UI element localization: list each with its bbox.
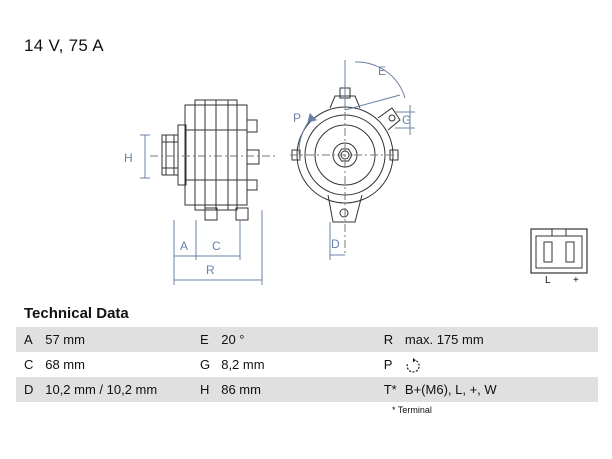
table-row [16,377,598,402]
label-a: A [180,239,189,253]
table-row [16,352,598,377]
spec-key: H [199,382,210,397]
spec-key: P [383,357,393,372]
label-g: G [402,113,412,127]
terminal-footnote: * Terminal [392,405,432,415]
spec-value: 8,2 mm [221,357,265,372]
connector-plug-icon [530,228,588,274]
spec-key: R [383,332,394,347]
connector-label-l: L [545,275,551,286]
label-c: C [212,239,221,253]
product-title: 14 V, 75 A [24,36,104,55]
spec-value: 68 mm [45,357,85,372]
label-e: E [378,64,387,78]
label-d: D [331,237,340,251]
spec-key: T* [383,382,397,397]
technical-data-table [16,327,598,402]
spec-key: E [199,332,209,347]
spec-value: 86 mm [221,382,261,397]
spec-value: 57 mm [45,332,85,347]
technical-data-heading: Technical Data [24,305,129,322]
clockwise-rotation-icon [405,358,421,374]
label-p: P [293,111,302,125]
label-h: H [124,151,133,165]
spec-key: C [24,357,34,372]
spec-value: max. 175 mm [404,332,484,347]
label-r: R [206,263,215,277]
spec-key: A [24,332,33,347]
spec-value: 20 ° [221,332,245,347]
table-row [16,327,598,352]
spec-value: B+(M6), L, +, W [404,382,497,397]
spec-value-rotation [405,352,598,377]
spec-key: G [199,357,211,372]
spec-value: 10,2 mm / 10,2 mm [45,382,158,397]
connector-label-plus: + [573,275,579,286]
spec-key: D [24,382,34,397]
